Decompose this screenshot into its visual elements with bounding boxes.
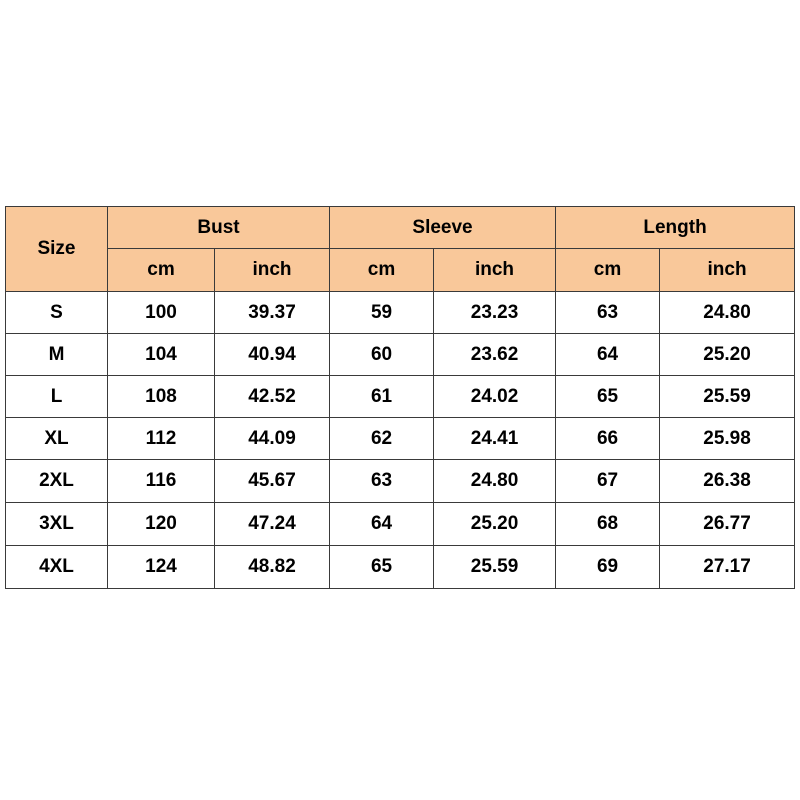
length-cm-cell: 63 xyxy=(556,292,660,334)
size-cell: L xyxy=(6,376,108,418)
length-cm-cell: 69 xyxy=(556,546,660,589)
bust-cm-cell: 104 xyxy=(108,334,215,376)
table-row xyxy=(6,546,795,589)
size-cell: M xyxy=(6,334,108,376)
bust-inch-cell: 39.37 xyxy=(215,292,330,334)
length-cm-cell: 64 xyxy=(556,334,660,376)
sleeve-cm-cell: 60 xyxy=(330,334,434,376)
unit-header-sleeve-cm: cm xyxy=(330,249,434,292)
size-cell: 3XL xyxy=(6,503,108,546)
size-chart-table xyxy=(5,206,795,589)
length-group-header: Length xyxy=(556,207,795,249)
unit-header-length-cm: cm xyxy=(556,249,660,292)
bust-cm-cell: 112 xyxy=(108,418,215,460)
bust-cm-cell: 124 xyxy=(108,546,215,589)
bust-inch-cell: 47.24 xyxy=(215,503,330,546)
sleeve-inch-cell: 24.41 xyxy=(434,418,556,460)
size-column-header: Size xyxy=(6,207,108,292)
length-cm-cell: 67 xyxy=(556,460,660,503)
table-row xyxy=(6,334,795,376)
sleeve-inch-cell: 24.02 xyxy=(434,376,556,418)
length-cm-cell: 66 xyxy=(556,418,660,460)
table-body xyxy=(6,292,795,589)
table-row xyxy=(6,292,795,334)
length-inch-cell: 26.38 xyxy=(660,460,795,503)
length-inch-cell: 26.77 xyxy=(660,503,795,546)
sleeve-cm-cell: 62 xyxy=(330,418,434,460)
sleeve-cm-cell: 59 xyxy=(330,292,434,334)
sleeve-inch-cell: 23.62 xyxy=(434,334,556,376)
bust-cm-cell: 120 xyxy=(108,503,215,546)
bust-cm-cell: 116 xyxy=(108,460,215,503)
bust-inch-cell: 42.52 xyxy=(215,376,330,418)
size-cell: 2XL xyxy=(6,460,108,503)
unit-header-sleeve-inch: inch xyxy=(434,249,556,292)
length-cm-cell: 65 xyxy=(556,376,660,418)
length-inch-cell: 25.98 xyxy=(660,418,795,460)
header-row-units xyxy=(6,249,795,292)
table-header xyxy=(6,207,795,292)
sleeve-cm-cell: 64 xyxy=(330,503,434,546)
sleeve-group-header: Sleeve xyxy=(330,207,556,249)
bust-group-header: Bust xyxy=(108,207,330,249)
sleeve-inch-cell: 23.23 xyxy=(434,292,556,334)
table-row xyxy=(6,503,795,546)
bust-inch-cell: 40.94 xyxy=(215,334,330,376)
sleeve-inch-cell: 24.80 xyxy=(434,460,556,503)
sleeve-inch-cell: 25.59 xyxy=(434,546,556,589)
bust-inch-cell: 44.09 xyxy=(215,418,330,460)
header-row-groups xyxy=(6,207,795,249)
unit-header-bust-cm: cm xyxy=(108,249,215,292)
size-cell: XL xyxy=(6,418,108,460)
unit-header-length-inch: inch xyxy=(660,249,795,292)
sleeve-inch-cell: 25.20 xyxy=(434,503,556,546)
length-cm-cell: 68 xyxy=(556,503,660,546)
unit-header-bust-inch: inch xyxy=(215,249,330,292)
table-row xyxy=(6,460,795,503)
table-row xyxy=(6,376,795,418)
size-cell: 4XL xyxy=(6,546,108,589)
bust-cm-cell: 100 xyxy=(108,292,215,334)
size-cell: S xyxy=(6,292,108,334)
bust-inch-cell: 48.82 xyxy=(215,546,330,589)
sleeve-cm-cell: 63 xyxy=(330,460,434,503)
sleeve-cm-cell: 61 xyxy=(330,376,434,418)
bust-inch-cell: 45.67 xyxy=(215,460,330,503)
length-inch-cell: 24.80 xyxy=(660,292,795,334)
sleeve-cm-cell: 65 xyxy=(330,546,434,589)
length-inch-cell: 25.59 xyxy=(660,376,795,418)
table-row xyxy=(6,418,795,460)
length-inch-cell: 27.17 xyxy=(660,546,795,589)
bust-cm-cell: 108 xyxy=(108,376,215,418)
length-inch-cell: 25.20 xyxy=(660,334,795,376)
